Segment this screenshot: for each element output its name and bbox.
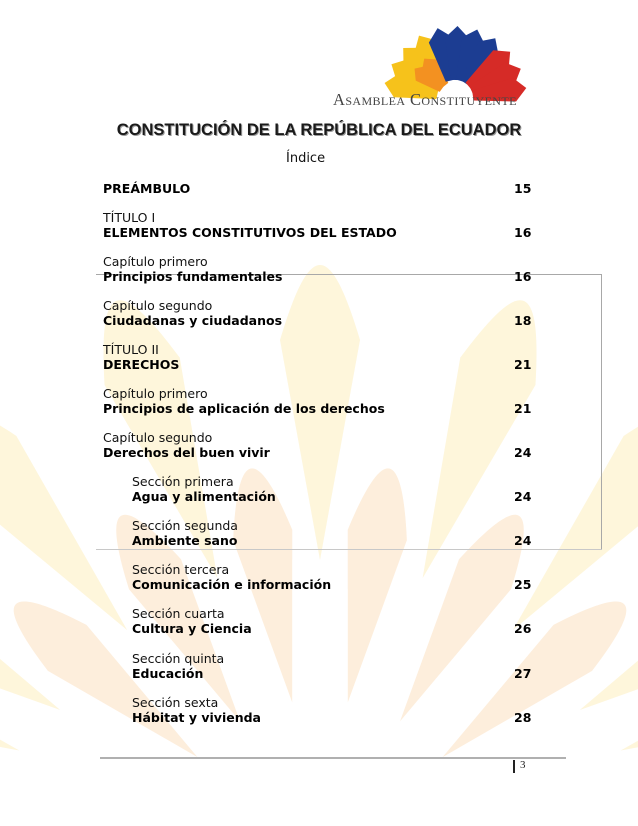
toc-page-number: 18 [514,313,532,328]
toc-entry[interactable] [103,387,543,416]
toc-page-number: 24 [514,489,532,504]
toc-entry-title: Principios fundamentales [103,269,283,284]
toc-page-number: 24 [514,445,532,460]
frame-line-bottom [96,549,602,550]
page-number: 3 [520,759,526,771]
toc-entry-title: DERECHOS [103,357,180,372]
toc-entry-label: Sección cuarta [132,606,225,621]
toc-entry-title: Ambiente sano [132,533,238,548]
toc-entry-label: Capítulo primero [103,254,208,269]
toc-entry-title: Educación [132,666,204,681]
toc-page-number: 28 [514,710,532,725]
toc-page-number: 21 [514,357,532,372]
toc-entry[interactable] [132,652,572,681]
toc-entry-label: Capítulo segundo [103,430,213,445]
toc-entry[interactable] [103,255,543,284]
toc-entry-title: Cultura y Ciencia [132,621,252,636]
document-title: CONSTITUCIÓN DE LA REPÚBLICA DEL ECUADOR [116,121,522,139]
toc-entry-title: Comunicación e información [132,577,332,592]
toc-entry[interactable] [103,181,543,196]
toc-page-number: 16 [514,225,532,240]
footer-separator [513,760,515,773]
toc-page-number: 27 [514,666,532,681]
footer-rule [100,757,566,759]
toc-entry[interactable] [132,563,572,592]
toc-entry-title: Principios de aplicación de los derechos [103,401,385,416]
toc-entry-label: Capítulo primero [103,386,208,401]
toc-entry-title: PREÁMBULO [103,181,191,196]
toc-entry[interactable] [132,607,572,636]
frame-line-right [601,274,602,550]
toc-page-number: 26 [514,621,532,636]
toc-page-number: 25 [514,577,532,592]
toc-entry-title: Agua y alimentación [132,489,276,504]
toc-entry-title: Hábitat y vivienda [132,710,261,725]
toc-entry[interactable] [103,299,543,328]
toc-entry-label: Sección sexta [132,695,219,710]
toc-entry[interactable] [132,475,572,504]
toc-entry[interactable] [103,211,543,240]
toc-entry[interactable] [132,519,572,548]
toc-entry-label: Sección quinta [132,651,225,666]
logo-text: Asamblea Constituyente [333,90,517,109]
toc-entry-label: Capítulo segundo [103,298,213,313]
toc-entry-label: TÍTULO II [103,342,159,357]
toc-entry-label: TÍTULO I [103,210,156,225]
toc-entry-label: Sección primera [132,474,234,489]
toc-page-number: 16 [514,269,532,284]
toc-page-number: 21 [514,401,532,416]
toc-entry[interactable] [103,431,543,460]
toc-entry[interactable] [103,343,543,372]
index-heading: Índice [286,151,326,166]
toc-entry[interactable] [132,696,572,725]
toc-entry-label: Sección segunda [132,518,238,533]
toc-entry-title: Ciudadanas y ciudadanos [103,313,283,328]
toc-entry-title: Derechos del buen vivir [103,445,270,460]
toc-entry-title: ELEMENTOS CONSTITUTIVOS DEL ESTADO [103,225,397,240]
toc-page-number: 24 [514,533,532,548]
toc-entry-label: Sección tercera [132,562,230,577]
toc-page-number: 15 [514,181,532,196]
